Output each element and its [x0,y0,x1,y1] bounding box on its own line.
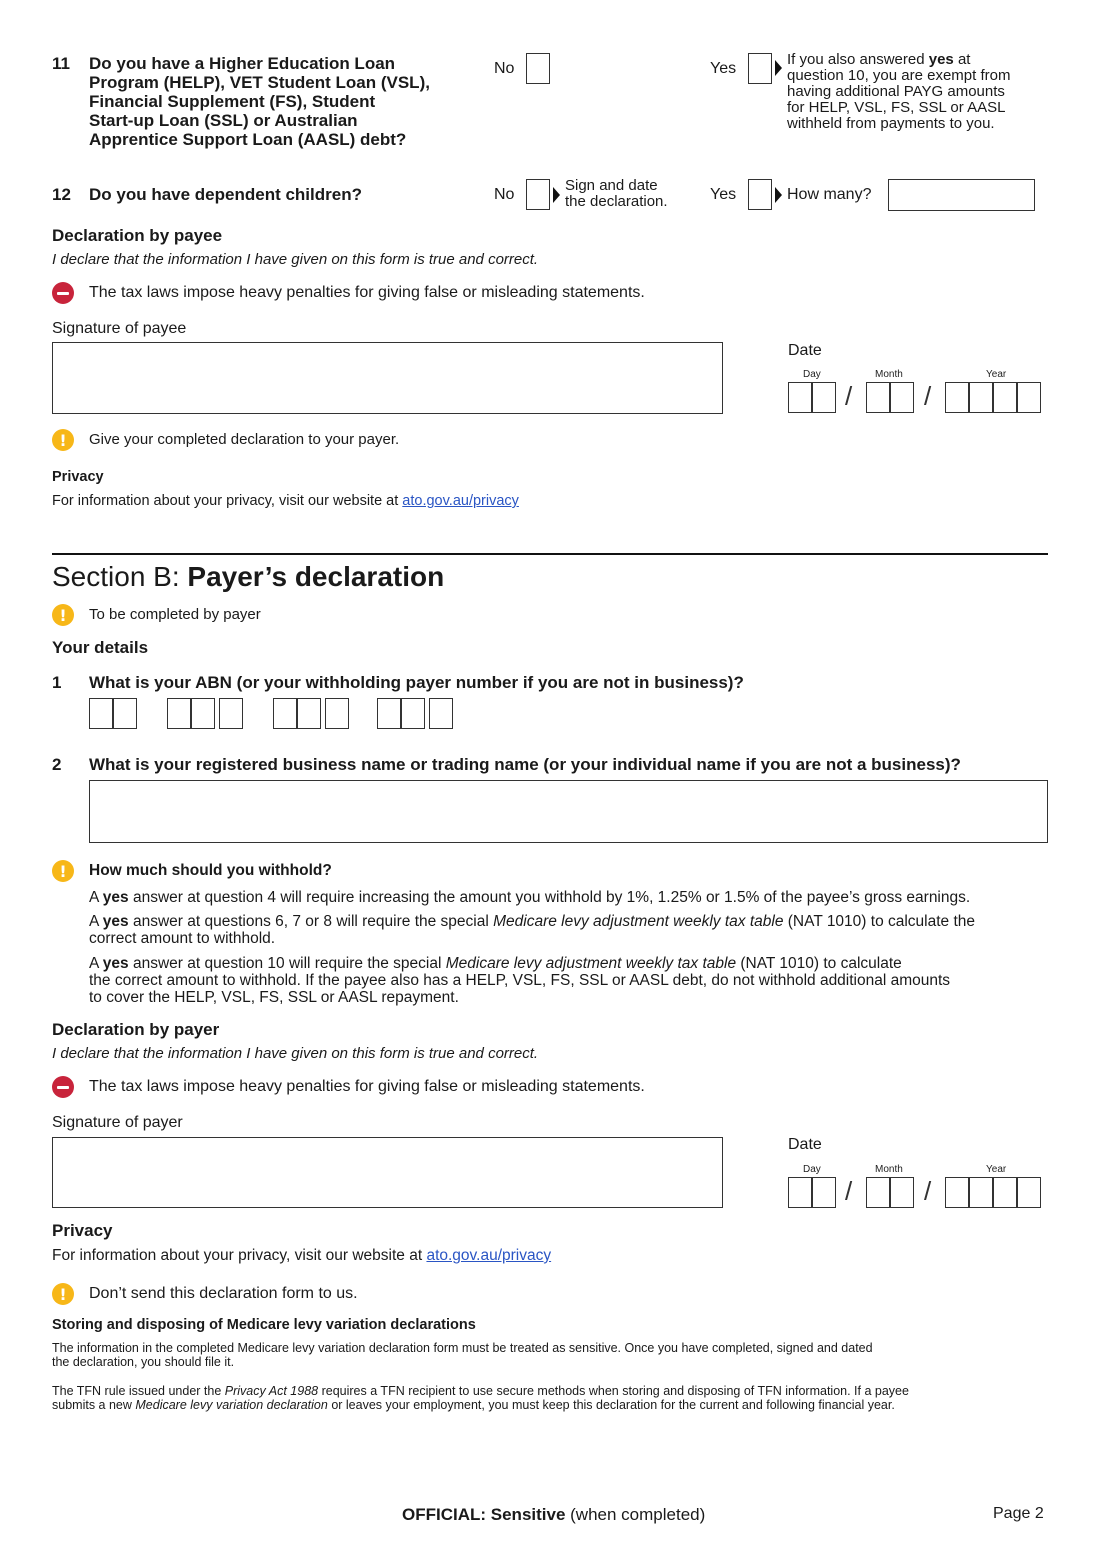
payee-month-label: Month [875,369,903,380]
section-b-bold-title: Payer’s declaration [187,561,445,592]
payee-date-month-cell[interactable] [890,382,914,413]
abn-digit-cell[interactable] [89,698,113,729]
privacy-text: For information about your privacy, visit our website at [52,493,403,509]
business-name-input[interactable] [89,780,1048,843]
para-line: to cover the HELP, VSL, FS, SSL or AASL repayment. [89,989,459,1006]
no-entry-icon [52,1076,74,1098]
payer-date-year-cell[interactable] [1017,1177,1041,1208]
abn-digit-cell[interactable] [113,698,137,729]
payee-date-day-cell[interactable] [788,382,812,413]
q12-yes-label: Yes [710,186,737,203]
section-divider [52,553,1048,555]
payee-day-label: Day [803,369,821,380]
payee-date-month-cell[interactable] [866,382,890,413]
payee-signature-box[interactable] [52,342,723,414]
q11-note-line: withheld from payments to you. [787,115,995,132]
q11-yes-note [787,52,1057,132]
payer-date-label: Date [788,1136,822,1153]
storing-text: submits a new [52,1398,136,1412]
payer-declaration-heading: Declaration by payer [52,1020,220,1039]
arrow-icon [775,60,782,76]
payee-date-year-cell[interactable] [945,382,969,413]
official-sensitive-footer [402,1505,705,1525]
exclamation-icon: ! [52,429,74,451]
date-separator: / [845,381,853,411]
payee-date-year-cell[interactable] [993,382,1017,413]
business-name-question-number: 2 [52,755,62,774]
abn-digit-cell[interactable] [273,698,297,729]
your-details-heading: Your details [52,638,149,657]
section-b-prefix: Section B: [52,561,188,592]
payee-date-label: Date [788,342,822,359]
para-italic: Medicare levy adjustment weekly tax table [445,955,737,972]
q11-note-bold: yes [928,51,954,68]
storing-line: The information in the completed Medicare levy variation declaration form must be treated as sensitive. Once you have completed, signed and dated [52,1341,873,1355]
official-rest: (when completed) [565,1505,706,1524]
q11-line: Financial Supplement (FS), Student [89,92,376,111]
para-text: answer at questions 6, 7 or 8 will require the special [128,913,494,930]
section-b-title [52,561,444,593]
q11-note-line: for HELP, VSL, FS, SSL or AASL [787,99,1006,116]
q11-line: Start-up Loan (SSL) or Australian [89,111,358,130]
para-text: A [89,913,103,930]
abn-digit-cell[interactable] [191,698,215,729]
abn-question: What is your ABN (or your withholding payer number if you are not in business)? [89,673,744,692]
payer-declaration-statement: I declare that the information I have given on this form is true and correct. [52,1045,539,1062]
exclamation-icon: ! [52,604,74,626]
give-declaration-note: Give your completed declaration to your payer. [89,431,400,448]
payee-declaration-heading: Declaration by payee [52,226,223,245]
storing-text: or leaves your employment, you must keep this declaration for the current and following financial year. [327,1398,895,1412]
payer-date-month-cell[interactable] [890,1177,914,1208]
storing-line: the declaration, you should file it. [52,1355,235,1369]
q11-note-text: at [953,51,971,68]
para-line: the correct amount to withhold. If the payee also has a HELP, VSL, FS, SSL or AASL debt, do not withhold additional amounts [89,972,951,989]
date-separator: / [924,1176,932,1206]
storing-para-2 [52,1384,1062,1412]
payer-day-label: Day [803,1164,821,1175]
withhold-para-q678 [89,913,1064,947]
para-line: correct amount to withhold. [89,930,276,947]
page-number: Page 2 [993,1505,1044,1522]
storing-text: requires a TFN recipient to use secure methods when storing and disposing of TFN information. If a payee [318,1384,909,1398]
q11-number: 11 [52,54,70,73]
date-separator: / [924,381,932,411]
storing-italic: Medicare levy variation declaration [135,1398,328,1412]
payee-date-day-cell[interactable] [812,382,836,413]
withhold-para-q4 [89,889,1064,906]
arrow-icon [775,187,782,203]
abn-digit-cell[interactable] [219,698,243,729]
abn-digit-cell[interactable] [167,698,191,729]
exclamation-icon: ! [52,1283,74,1305]
para-text: A [89,889,103,906]
abn-digit-cell[interactable] [325,698,349,729]
q11-yes-checkbox[interactable] [748,53,772,84]
para-text: answer at question 10 will require the special [128,955,446,972]
privacy-link[interactable]: ato.gov.au/privacy [402,493,519,509]
payer-month-label: Month [875,1164,903,1175]
q12-no-label: No [494,186,515,203]
exclamation-icon: ! [52,860,74,882]
payee-penalty-warning: The tax laws impose heavy penalties for giving false or misleading statements. [89,284,645,301]
payee-signature-label: Signature of payee [52,320,187,337]
q12-no-note-line: the declaration. [565,193,668,210]
payer-signature-label: Signature of payer [52,1114,183,1131]
payer-date-month-cell[interactable] [866,1177,890,1208]
storing-italic: Privacy Act 1988 [224,1384,319,1398]
para-text: answer at question 4 will require increasing the amount you withhold by 1%, 1.25% or 1.5% of the payee’s gross earnings. [128,889,971,906]
q11-yes-label: Yes [710,60,737,77]
payer-date-day-cell[interactable] [812,1177,836,1208]
payee-date-year-cell[interactable] [969,382,993,413]
arrow-icon [553,187,560,203]
dont-send-note: Don’t send this declaration form to us. [89,1285,358,1302]
q11-line: Program (HELP), VET Student Loan (VSL), [89,73,430,92]
storing-text: The TFN rule issued under the [52,1384,225,1398]
privacy-link[interactable]: ato.gov.au/privacy [426,1247,552,1264]
payee-privacy-text [52,493,519,509]
para-text: (NAT 1010) to calculate [736,955,902,972]
para-bold: yes [102,889,129,906]
abn-question-number: 1 [52,673,62,692]
payer-privacy-text [52,1247,551,1265]
abn-digit-cell[interactable] [377,698,401,729]
q12-no-note [565,178,668,210]
official-bold: OFFICIAL: Sensitive [402,1505,566,1524]
q12-how-many-label: How many? [787,186,872,203]
withhold-heading: How much should you withhold? [89,862,332,879]
q12-no-checkbox[interactable] [526,179,550,210]
q12-question: Do you have dependent children? [89,185,362,204]
payee-declaration-statement: I declare that the information I have given on this form is true and correct. [52,251,539,268]
payer-date-year-cell[interactable] [969,1177,993,1208]
q11-line: Do you have a Higher Education Loan [89,54,396,73]
payer-privacy-heading: Privacy [52,1221,113,1240]
payer-date-day-cell[interactable] [788,1177,812,1208]
q11-note-text: If you also answered [787,51,929,68]
no-entry-icon [52,282,74,304]
payer-signature-box[interactable] [52,1137,723,1208]
q11-line: Apprentice Support Loan (AASL) debt? [89,130,407,149]
q12-no-note-line: Sign and date [565,177,658,194]
storing-heading: Storing and disposing of Medicare levy variation declarations [52,1317,476,1333]
payee-privacy-heading: Privacy [52,469,104,485]
payer-penalty-warning: The tax laws impose heavy penalties for giving false or misleading statements. [89,1078,645,1095]
storing-para-1 [52,1341,1062,1369]
q11-note-line: having additional PAYG amounts [787,83,1005,100]
para-italic: Medicare levy adjustment weekly tax table [493,913,784,930]
payer-complete-note: To be completed by payer [89,606,261,623]
payer-year-label: Year [986,1164,1007,1175]
abn-digit-cell[interactable] [401,698,425,729]
q12-number: 12 [52,185,71,204]
para-text: (NAT 1010) to calculate the [783,913,976,930]
q11-note-line: question 10, you are exempt from [787,67,1011,84]
abn-digit-cell[interactable] [297,698,321,729]
q11-no-label: No [494,60,515,77]
payee-year-label: Year [986,369,1007,380]
payer-date-year-cell[interactable] [993,1177,1017,1208]
q11-question [89,54,489,149]
business-name-question: What is your registered business name or trading name (or your individual name if you are not a business)? [89,755,961,774]
para-bold: yes [102,913,129,930]
para-text: A [89,955,103,972]
q11-no-checkbox[interactable] [526,53,550,84]
para-bold: yes [102,955,129,972]
payer-date-year-cell[interactable] [945,1177,969,1208]
privacy-text: For information about your privacy, visit our website at [52,1247,427,1264]
q12-how-many-input[interactable] [888,179,1035,211]
abn-digit-cell[interactable] [429,698,453,729]
date-separator: / [845,1176,853,1206]
withhold-para-q10 [89,955,1064,1006]
q12-yes-checkbox[interactable] [748,179,772,210]
payee-date-year-cell[interactable] [1017,382,1041,413]
